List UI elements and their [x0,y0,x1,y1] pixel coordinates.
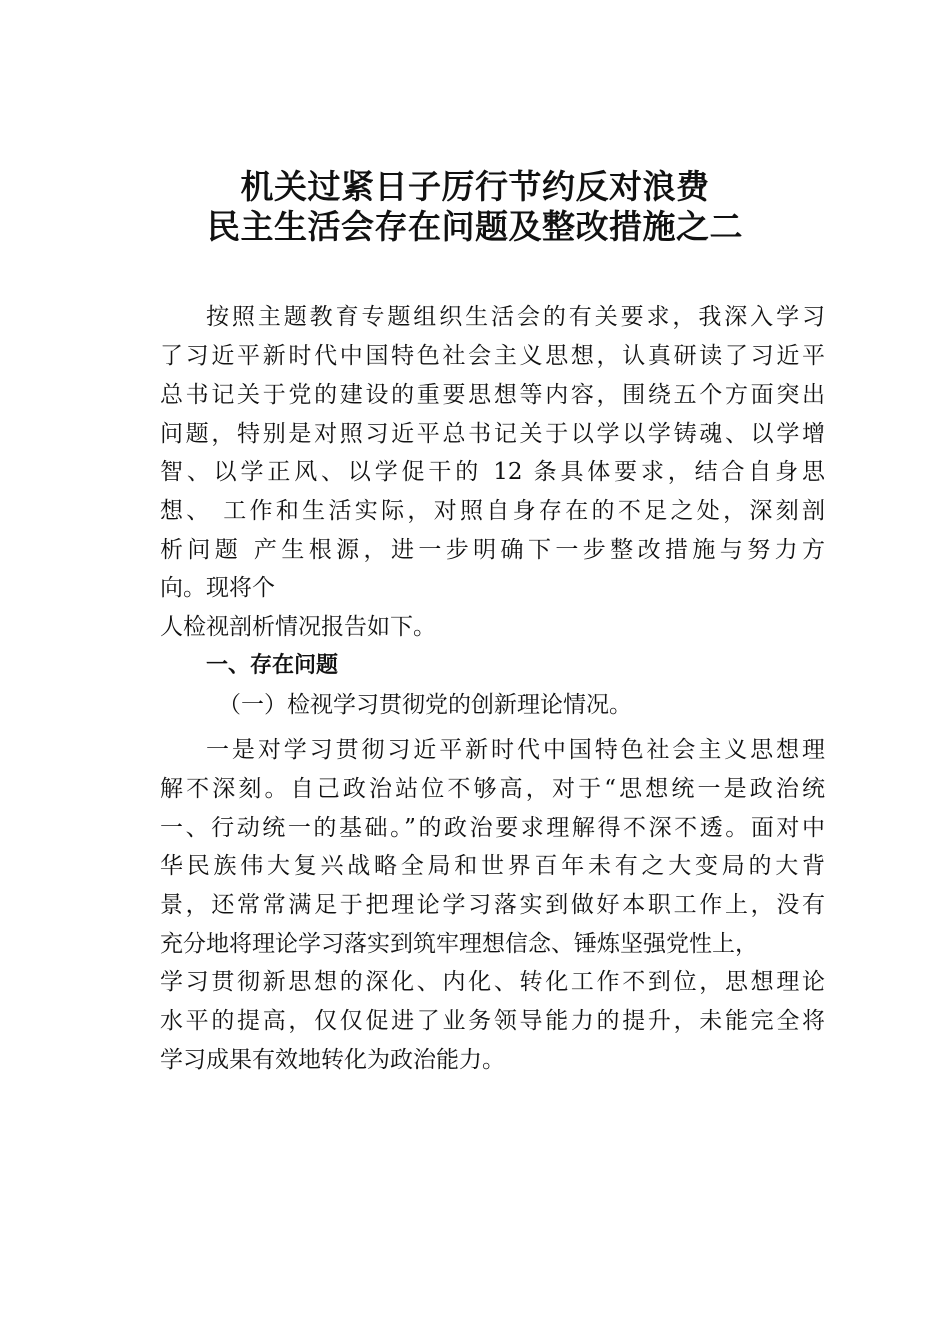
body-line: 华民族伟大复兴战略全局和世界百年未有之大变局的大背 [160,853,825,879]
intro-line: 向。现将个 [160,575,275,601]
body-line: 一是对学习贯彻习近平新时代中国特色社会主义思想理 [206,737,825,763]
intro-line: 总书记关于党的建设的重要思想等内容，围绕五个方面突出 [160,382,825,408]
intro-line: 按照主题教育专题组织生活会的有关要求，我深入学习 [206,304,825,330]
body-line: 充分地将理论学习落实到筑牢理想信念、锤炼坚强党性上， [160,931,758,957]
intro-line: 人检视剖析情况报告如下。 [160,614,436,640]
body-line: 水平的提高，仅仅促进了业务领导能力的提升，未能完全将 [160,1008,825,1034]
section-heading: 一、存在问题 [206,653,339,678]
body-line: 景，还常常满足于把理论学习落实到做好本职工作上，没有 [160,892,825,918]
subsection-heading: （一）检视学习贯彻党的创新理论情况。 [218,692,632,718]
intro-line: 了习近平新时代中国特色社会主义思想，认真研读了习近平 [160,343,825,369]
intro-line: 问题，特别是对照习近平总书记关于以学以学铸魂、以学增 [160,421,825,447]
intro-line: 析问题 产生根源，进一步明确下一步整改措施与努力方 [160,537,825,563]
body-line: 学习贯彻新思想的深化、内化、转化工作不到位，思想理论 [160,969,825,995]
body-line: 学习成果有效地转化为政治能力。 [160,1047,505,1073]
document-title-line-1: 机关过紧日子厉行节约反对浪费 [240,167,710,206]
intro-line: 智、以学正风、以学促干的 12 条具体要求，结合自身思 [160,459,825,485]
document-title-line-2: 民主生活会存在问题及整改措施之二 [207,207,743,246]
intro-line: 想、 工作和生活实际，对照自身存在的不足之处，深刻剖 [160,498,825,524]
body-line: 解不深刻。自己政治站位不够高，对于“思想统一是政治统 [160,776,825,802]
body-line: 一、行动统一的基础。”的政治要求理解得不深不透。面对中 [160,815,825,841]
